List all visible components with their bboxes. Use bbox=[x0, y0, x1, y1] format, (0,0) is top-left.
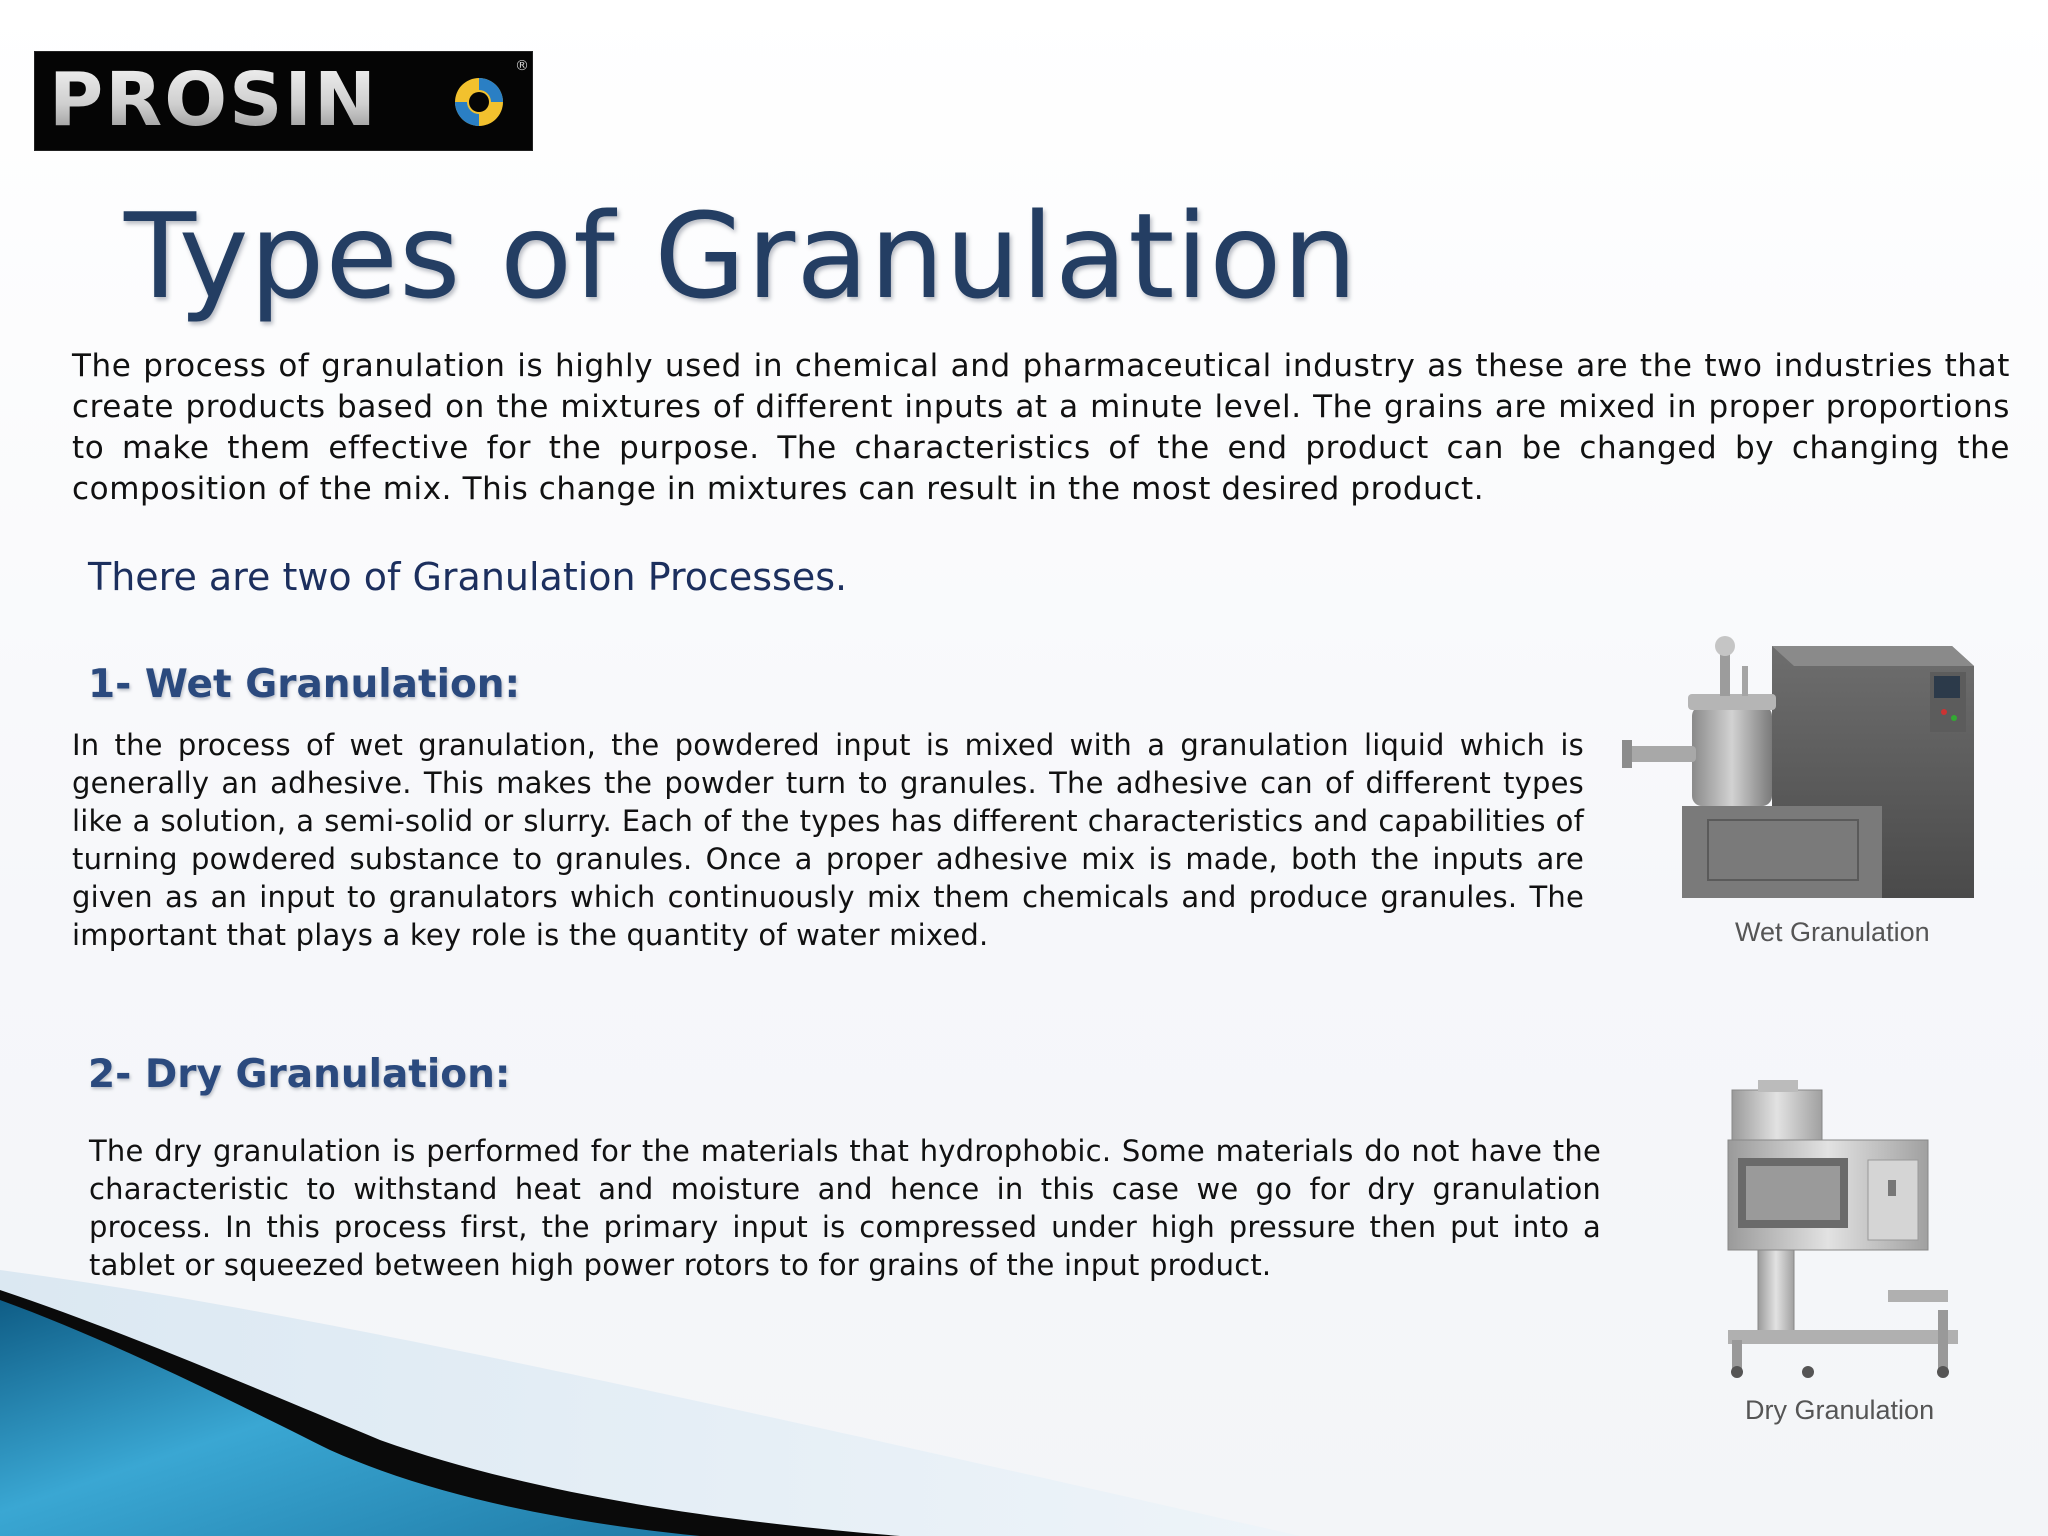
wet-granulation-heading: 1- Wet Granulation: bbox=[88, 662, 521, 707]
slide-title: Types of Granulation bbox=[124, 187, 1359, 325]
dry-granulation-text: The dry granulation is performed for the materials that hydrophobic. Some materials do not have the characteristic to withstand heat and moisture and hence in this case we go for dry granulation process. In this process first, the primary input is compressed under high pressure then put into a tablet or squeezed between high power rotors to for grains of the input product. bbox=[89, 1134, 1601, 1282]
decorative-swoosh bbox=[0, 1270, 1300, 1536]
wet-granulation-caption: Wet Granulation bbox=[1735, 917, 1930, 947]
intro-paragraph: The process of granulation is highly used in chemical and pharmaceutical industry as these are the two industries that create products based on the mixtures of different inputs at a minute level. The grains are mixed in proper proportions to make them effective for the purpose. The characteristics of the end product can be changed by changing the composition of the mix. This change in mixtures can result in the most desired product. bbox=[72, 348, 2010, 507]
wet-granulation-text: In the process of wet granulation, the powdered input is mixed with a granulation liquid which is generally an adhesive. This makes the powder turn to granules. The adhesive can of different types like a solution, a semi-solid or slurry. Each of the types has different characteristics and capabilities of turning powdered substance to granules. Once a proper adhesive mix is made, both the inputs are given as an input to granulators which continuously mix them chemicals and produce granules. The important that plays a key role is the quantity of water mixed. bbox=[72, 728, 1584, 952]
dry-granulation-caption: Dry Granulation bbox=[1745, 1395, 1935, 1425]
processes-subheading: There are two of Granulation Processes. bbox=[88, 555, 848, 599]
registered-mark: ® bbox=[515, 58, 529, 74]
dry-granulator-image bbox=[1718, 1080, 1968, 1380]
logo-gear-icon bbox=[451, 74, 507, 130]
wet-granulator-image bbox=[1622, 636, 1982, 906]
prosino-logo bbox=[34, 51, 533, 151]
dry-granulation-heading: 2- Dry Granulation: bbox=[88, 1052, 511, 1097]
logo-wordmark: PROSIN bbox=[49, 57, 378, 143]
